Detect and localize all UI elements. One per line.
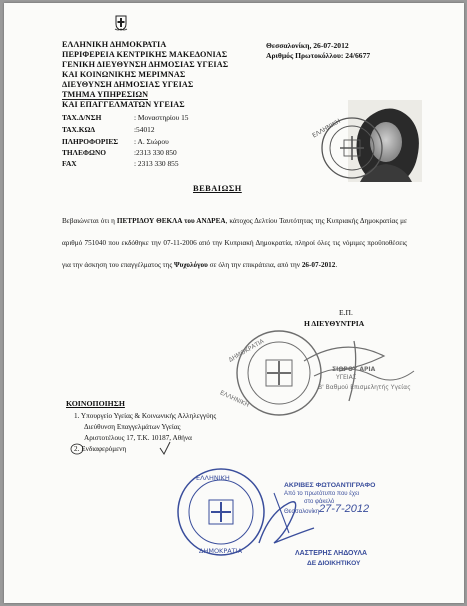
- stamp-line-2: Από το πρωτότυπο που έχει: [284, 491, 360, 497]
- greek-emblem-icon: [114, 15, 128, 31]
- checkmark-icon: [159, 441, 171, 455]
- stamp-role: ΔΕ ΔΙΟΙΚΗΤΙΚΟΥ: [307, 560, 361, 567]
- signature-role: Η ΔΙΕΥΘΥΝΤΡΙΑ: [304, 319, 365, 328]
- svg-text:ΕΛΛΗΝΙΚΗ: ΕΛΛΗΝΙΚΗ: [311, 117, 342, 140]
- handwritten-signature-blue: [239, 473, 399, 553]
- header-line-5: ΔΙΕΥΘΥΝΣΗ ΔΗΜΟΣΙΑΣ ΥΓΕΙΑΣ: [62, 80, 194, 89]
- certificate-body: [62, 210, 407, 276]
- document-page: [4, 3, 464, 603]
- stamp-line-3: στο φάκελό: [304, 499, 335, 505]
- svg-text:ΕΛΛΗΝΙΚΗ: ΕΛΛΗΝΙΚΗ: [196, 474, 230, 482]
- signature-ep: Ε.Π.: [339, 308, 353, 317]
- svg-text:ΔΗΜΟΚΡΑΤΙΑ: ΔΗΜΟΚΡΑΤΙΑ: [227, 337, 266, 364]
- contact-key-address: ΤΑΧ.Δ/ΝΣΗ: [62, 113, 102, 122]
- svg-text:ΔΗΜΟΚΡΑΤΙΑ: ΔΗΜΟΚΡΑΤΙΑ: [199, 547, 243, 555]
- protocol-number: Αριθμός Πρωτοκόλλου: 24/6677: [266, 51, 371, 60]
- contact-value-address: : Μοναστηρίου 15: [134, 113, 189, 122]
- header-line-2: ΠΕΡΙΦΕΡΕΙΑ ΚΕΝΤΡΙΚΗΣ ΜΑΚΕΔΟΝΙΑΣ: [62, 50, 228, 59]
- stamp-line-1: ΑΚΡΙΒΕΣ ΦΩΤΟΑΝΤΙΓΡΑΦΟ: [284, 482, 376, 489]
- effective-date: 26-07-2012: [301, 261, 336, 269]
- svg-text:Β' Βαθμού Επισμελητής Υγείας: Β' Βαθμού Επισμελητής Υγείας: [318, 384, 411, 391]
- svg-text:ΣΙΩΡΟΥ ΑΡΙΑ: ΣΙΩΡΟΥ ΑΡΙΑ: [332, 366, 376, 373]
- contact-key-info: ΠΛΗΡΟΦΟΡΙΕΣ: [62, 137, 119, 146]
- header-line-4: ΚΑΙ ΚΟΙΝΩΝΙΚΗΣ ΜΕΡΙΜΝΑΣ: [62, 70, 186, 79]
- body-text-3: σε όλη την επικράτεια, από την: [209, 261, 301, 269]
- holder-name: ΠΕΤΡΙΔΟΥ ΘΕΚΛΑ του ΑΝΔΡΕΑ: [116, 217, 226, 225]
- header-line-7: ΚΑΙ ΕΠΑΓΓΕΛΜΑΤΩΝ ΥΓΕΙΑΣ: [62, 100, 185, 109]
- place-date: Θεσσαλονίκη, 26-07-2012: [266, 41, 349, 50]
- svg-text:ΥΓΕΙΑΣ: ΥΓΕΙΑΣ: [336, 374, 357, 381]
- svg-text:ΕΛΛΗΝΙΚΗ: ΕΛΛΗΝΙΚΗ: [218, 389, 251, 409]
- contact-key-fax: FAX: [62, 159, 77, 168]
- cc-item-2: 2. Ενδιαφερόμενη: [74, 445, 127, 453]
- contact-value-fax: : 2313 330 855: [134, 159, 179, 168]
- contact-key-postcode: ΤΑΧ.ΚΩΔ: [62, 125, 96, 134]
- holder-photo: [304, 100, 422, 182]
- contact-value-postcode: :54012: [134, 125, 155, 134]
- body-text-2: , κάτοχος Δελτίου Ταυτότητας της Κυπριακής Δημοκρατίας με αριθμό 751040 που εκδόθηκε την 07-11-2006 από την Κυπριακή Δημοκρατία, πληροί όλες τις νόμιμες προϋποθέσεις για την άσκηση του επαγγέλματος της: [62, 217, 408, 269]
- stamp-date-label: Θεσσαλονίκη: [284, 509, 320, 515]
- official-stamp-gray: [214, 321, 429, 426]
- body-text-4: .: [335, 261, 338, 269]
- cc-item-1: 1. Υπουργείο Υγείας & Κοινωνικής Αλληλεγγύης: [74, 412, 217, 420]
- stamp-date-handwritten: 27-7-2012: [319, 503, 370, 515]
- stamp-name: ΛΑΣΤΕΡΗΣ ΛΗΔΟΥΛΑ: [295, 550, 368, 557]
- cc-item-1-line-2: Διεύθυνση Επαγγελμάτων Υγείας: [84, 423, 181, 431]
- cc-title: ΚΟΙΝΟΠΟΙΗΣΗ: [66, 399, 125, 408]
- cc-item-1-line-3: Αριστοτέλους 17, Τ.Κ. 10187, Αθήνα: [84, 434, 192, 442]
- contact-value-phone: :2313 330 850: [134, 148, 177, 157]
- header-line-1: ΕΛΛΗΝΙΚΗ ΔΗΜΟΚΡΑΤΙΑ: [62, 40, 167, 49]
- contact-value-info: : Α. Σιώρου: [134, 137, 169, 146]
- body-text-1: Βεβαιώνεται ότι η: [62, 217, 115, 225]
- header-line-6: ΤΜΗΜΑ ΥΠΗΡΕΣΙΩΝ: [62, 90, 149, 99]
- header-line-3: ΓΕΝΙΚΗ ΔΙΕΥΘΥΝΣΗ ΔΗΜΟΣΙΑΣ ΥΓΕΙΑΣ: [62, 60, 229, 69]
- circle-mark-icon: [70, 443, 84, 455]
- document-title: ΒΕΒΑΙΩΣΗ: [193, 184, 242, 193]
- profession: Ψυχολόγου: [173, 261, 208, 269]
- contact-key-phone: ΤΗΛΕΦΩΝΟ: [62, 148, 107, 157]
